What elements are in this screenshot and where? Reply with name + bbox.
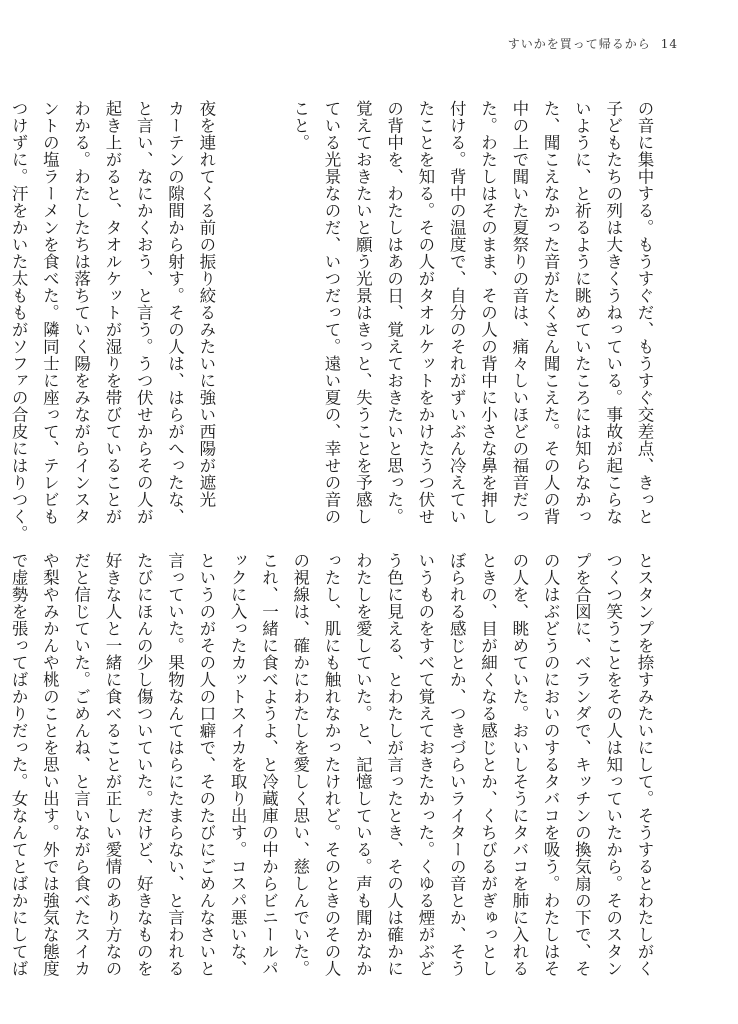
text-line: こと。 xyxy=(290,100,310,151)
text-line: で虚勢を張ってばかりだった。女なんてとばかにしてば xyxy=(9,552,29,977)
running-title: すいかを買って帰るから xyxy=(507,37,651,51)
text-line: 好きな人と一緒に食べることが正しい愛情のあり方なの xyxy=(102,552,122,977)
text-line: た、聞こえなかった音がたくさん聞こえた。その人の背 xyxy=(541,100,561,525)
text-line xyxy=(222,100,253,540)
text-line: プを合図に、ベランダで、キッチンの換気扇の下で、そ xyxy=(572,552,592,977)
text-line: とスタンプを捺すみたいにして。そうするとわたしがく xyxy=(635,552,654,977)
text-line: つけずに。汗をかいた太ももがソファの合皮にはりつく。 xyxy=(9,100,29,542)
lower-text-block xyxy=(0,552,660,992)
text-line: ったし、肌にも触れなかったけれど。そのときのその人 xyxy=(322,552,342,977)
text-line xyxy=(0,552,3,992)
text-line: というのがその人の口癖で、そのたびにごめんなさいと xyxy=(196,552,216,977)
text-line: だと信じていた。ごめんね、と言いながら食べたスイカ xyxy=(71,552,91,977)
text-line: の視線は、確かにわたしを愛しく思い、慈しんでいた。 xyxy=(290,552,310,977)
text-line: いように、と祈るように眺めていたころには知らなかっ xyxy=(572,100,592,525)
text-line: 覚えておきたいと願う光景はきっと、失うことを予感し xyxy=(353,100,373,525)
text-line: わかる。わたしたちは落ちていく陽をみながらインスタ xyxy=(71,100,91,525)
text-line: た。わたしはそのまま、その人の背中に小さな鼻を押し xyxy=(478,100,498,525)
text-line: 起き上がると、タオルケットが湿りを帯びていることが xyxy=(102,100,122,525)
text-line: これ、一緒に食べようよ、と冷蔵庫の中からビニールパ xyxy=(259,552,279,977)
text-line: ときの、目が細くなる感じとか、くちびるがぎゅっとし xyxy=(478,552,498,977)
text-line: わたしを愛していた。と、記憶している。声も聞かなか xyxy=(353,552,373,977)
text-line: たびにほんの少し傷ついていた。だけど、好きなものを xyxy=(134,552,154,977)
text-line xyxy=(253,100,284,540)
running-header xyxy=(508,35,678,52)
text-line: 言っていた。果物なんてはらにたまらない、と言われる xyxy=(165,552,185,977)
upper-text-block xyxy=(0,100,660,540)
text-line: の背中を、わたしはあの日、覚えておきたいと思った。 xyxy=(384,100,404,525)
text-line: と言い、なにかくおう、と言う。うつ伏せからその人が xyxy=(134,100,154,525)
text-line xyxy=(0,100,3,540)
text-line: カーテンの隙間から射す。その人は、はらがへったな、 xyxy=(165,100,185,525)
text-line: や梨やみかんや桃のことを思い出す。外では強気な態度 xyxy=(40,552,60,977)
text-line: ックに入ったカットスイカを取り出す。コスパ悪いな、 xyxy=(228,552,248,977)
text-line: 夜を連れてくる前の振り絞るみたいに強い西陽が遮光 xyxy=(196,100,216,508)
text-line: う色に見える、とわたしが言ったとき、その人は確かに xyxy=(384,552,404,977)
text-line: の人を、眺めていた。おいしそうにタバコを肺に入れる xyxy=(509,552,529,977)
text-line: つくつ笑うことをその人は知っていたから。そのスタン xyxy=(603,552,623,977)
text-line: ている光景なのだ、いつだって。遠い夏の、幸せの音の xyxy=(322,100,342,525)
text-line: ントの塩ラーメンを食べた。隣同士に座って、テレビも xyxy=(40,100,60,525)
text-line: 子どもたちの列は大きくうねっている。事故が起こらな xyxy=(603,100,623,525)
text-line: ぼられる感じとか、つきづらいライターの音とか、そう xyxy=(447,552,467,977)
page-number: 14 xyxy=(660,37,678,51)
text-line: の人はぶどうのにおいのするタバコを吸う。わたしはそ xyxy=(541,552,561,977)
text-line: たことを知る。その人がタオルケットをかけたうつ伏せ xyxy=(415,100,435,525)
text-line: 中の上で聞いた夏祭りの音は、痛々しいほどの福音だっ xyxy=(509,100,529,525)
text-line: 付ける。背中の温度で、自分のそれがずいぶん冷えてい xyxy=(447,100,467,525)
text-line: の音に集中する。もうすぐだ、もうすぐ交差点、きっと xyxy=(635,100,654,525)
text-line: いうものをすべて覚えておきたかった。くゆる煙がぶど xyxy=(415,552,435,977)
